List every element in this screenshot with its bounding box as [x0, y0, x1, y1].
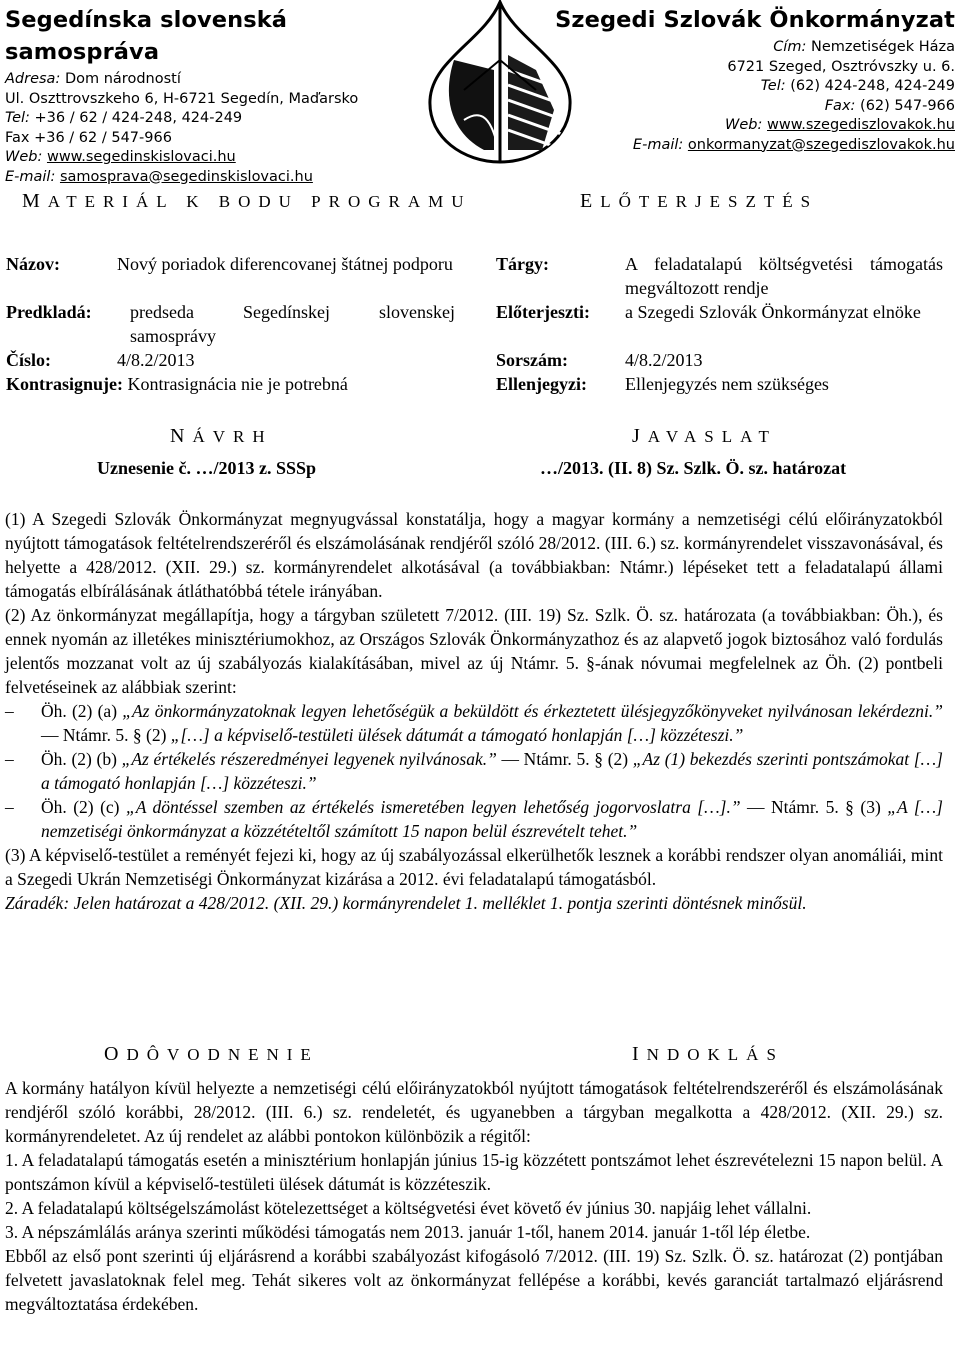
presenter-label: Előterjeszti:	[496, 302, 590, 322]
heading-material: MATERIÁL K BODU PROGRAMU	[22, 190, 472, 212]
letterhead-left	[5, 4, 425, 187]
subject-value: Nový poriadok diferencovanej štátnej podporu	[117, 254, 453, 274]
web-line: Web: www.segedinskislovaci.hu	[5, 149, 236, 165]
email-link[interactable]: samosprava@segedinskislovaci.hu	[59, 168, 313, 185]
phone-line: Tel: (62) 424-248, 424-249	[760, 78, 955, 94]
number-value: 4/8.2/2013	[117, 350, 195, 370]
fax-line: Fax: (62) 547-966	[824, 97, 955, 114]
fax-line: Fax +36 / 62 / 547-966	[5, 129, 172, 146]
clause: Záradék: Jelen határozat a 428/2012. (XII. 29.) kormányrendelet 1. melléklet 1. pontja szerinti döntésnek minősül.	[5, 893, 807, 913]
paragraph-1: (1) A Szegedi Szlovák Önkormányzat megnyugvással konstatálja, hogy a magyar kormány a nemzetiségi célú előirányzatokból nyújtott támogatások feltételrendszeréről és elszámolásának rendjéről szóló 28/2012. (III. 6.) sz. kormányrendelet visszavonásával, és helyette a 428/2012. (XII. 29.) sz. kormányrendelet alkotásával (a továbbiakban: Ntámr.) lépéseket tett a feladatalapú állami támogatás elbírálásának átláthatóbbá tétele irányában.	[5, 509, 943, 601]
web-line: Web: www.szegediszlovakok.hu	[725, 117, 955, 133]
email-line: E-mail: samosprava@segedinskislovaci.hu	[5, 168, 313, 185]
address-line: Cím: Nemzetiségek Háza	[773, 39, 955, 55]
bullet-item-3: – Öh. (2) (c) „A döntéssel szemben az értékelés ismeretében legyen lehetőség jogorvoslatra […].” — Ntámr. 5. § (3) „A […] nemzetiségi önkormányzat a közzétételtől számított 15 napon belül észrevételt tehet.”	[5, 797, 943, 841]
heading-navrh: NÁVRH	[170, 425, 273, 447]
bullet-item-2: – Öh. (2) (b) „Az értékelés részeredményei legyenek nyilvánosak.” — Ntámr. 5. § (2) „Az (1) bekezdés szerinti pontszámokat […] a támogató honlapján […] közzéteszi.”	[5, 749, 943, 793]
subject-label: Tárgy:	[496, 254, 549, 274]
reasoning-point-3: 3. A népszámlálás aránya szerinti működési támogatás nem 2013. január 1-től, hanem 2014. január 1-től lép életbe.	[5, 1222, 811, 1242]
subject-label: Názov:	[6, 254, 60, 274]
presenter-value: a Szegedi Szlovák Önkormányzat elnöke	[625, 302, 921, 322]
contra-value: Ellenjegyzés nem szükséges	[625, 374, 829, 394]
number-value: 4/8.2/2013	[625, 350, 703, 370]
paragraph-3: (3) A képviselő-testület a reményét fejezi ki, hogy az új szabályozással elkerülhetők lesznek a korábbi rendszer olyan anomáliái, mint a Szegedi Ukrán Nemzetiségi Önkormányzat kizárása a 2012. évi feladatalapú támogatásból.	[5, 845, 943, 889]
letterhead-right	[535, 4, 955, 155]
resolution-body	[5, 507, 943, 915]
address-line-2: 6721 Szeged, Osztróvszky u. 6.	[727, 58, 955, 75]
reasoning-paragraph-final: Ebből az első pont szerinti új eljárásrend a korábbi szabályozást kifogásoló 7/2012. (III. 19) Sz. Szlk. Ö. sz. határozat (2) pontjában felvetett javaslatoknak felel meg. Tehát sikeres volt az önkormányzat fellépése a korábbi, kevés garanciát tartalmazó eljárásrend megváltoztatása érdekében.	[5, 1246, 943, 1314]
presenter-label: Predkladá:	[6, 302, 92, 322]
org-title-slovak: Segedínska slovenská samospráva	[5, 7, 288, 65]
info-right	[496, 252, 948, 402]
resolution-number-slovak: Uznesenie č. …/2013 z. SSSp	[97, 458, 317, 478]
phone-line: Tel: +36 / 62 / 424-248, 424-249	[5, 110, 243, 126]
reasoning-point-1: 1. A feladatalapú támogatás esetén a minisztérium honlapján június 15-ig közzétett pontszámot lehet észrevételezni 15 napon belül. A pontszámon kívül a képviselő-testületi ülések dátumát is közzéteszik.	[5, 1150, 943, 1194]
web-link[interactable]: www.segedinskislovaci.hu	[46, 149, 236, 165]
paragraph-2: (2) Az önkormányzat megállapítja, hogy a tárgyban született 7/2012. (III. 19) Sz. Szlk. Ö. sz. határozata (a továbbiakban: Öh.), és ennek nyomán az illetékes minisztériumokhoz, az Országos Szlovák Önkormányzathoz és az alapvető jogok biztosához való fordulás jelentős mozzanat volt az új szabályozás kialakításában, mivel az új Ntámr. 5. §-ának nóvumai megfelelnek az Öh. (2) pontbeli felvetéseinek az alábbiak szerint:	[5, 605, 943, 697]
heading-odovodnenie: ODÔVODNENIE	[104, 1043, 319, 1065]
email-line: E-mail: onkormanyzat@szegediszlovakok.hu	[632, 136, 955, 153]
reasoning-point-2: 2. A feladatalapú költségelszámolást kötelezettséget a költségvetési évet követő év június 30. napjáig lehet vállalni.	[5, 1198, 812, 1218]
org-title-hungarian: Szegedi Szlovák Önkormányzat	[555, 7, 955, 33]
email-link[interactable]: onkormanyzat@szegediszlovakok.hu	[687, 136, 955, 153]
reasoning-paragraph-1: A kormány hatályon kívül helyezte a nemzetiségi célú előirányzatokból nyújtott támogatások feltételrendszeréről és elszámolásának rendjéről szóló korábbi, 28/2012. (III. 6.) sz. rendeletét, és ugyanebben a tárgyban megalkotta a 428/2012. (XII. 29.) sz. kormányrendeletet. Az új rendelet az alábbi pontokon különbözik a régitől:	[5, 1078, 943, 1146]
bullet-item-1: – Öh. (2) (a) „Az önkormányzatoknak legyen lehetőségük a beküldött és érkeztetett ülésjegyzőkönyveket nyilvánosan lekérdezni.” — Ntámr. 5. § (2) „[…] a képviselő-testületi ülések dátumát a támogató honlapján […] közzéteszi.”	[5, 701, 944, 745]
contra-value: Kontrasignácia nie je potrebná	[127, 374, 348, 394]
number-label: Sorszám:	[496, 350, 568, 370]
contra-label: Kontrasignuje:	[6, 374, 123, 394]
web-link[interactable]: www.szegediszlovakok.hu	[767, 117, 955, 133]
heading-javaslat: JAVASLAT	[632, 425, 777, 447]
presenter-value: predseda Segedínskej slovenskej samosprávy	[130, 302, 455, 346]
info-left	[6, 252, 456, 402]
subject-value: A feladatalapú költségvetési támogatás megváltozott rendje	[625, 254, 943, 298]
heading-eloterjesztes: ELŐTERJESZTÉS	[580, 190, 819, 212]
resolution-number-hungarian: …/2013. (II. 8) Sz. Szlk. Ö. sz. határozat	[540, 458, 847, 478]
reasoning-body	[5, 1076, 943, 1316]
address-line-2: Ul. Oszttrovszkeho 6, H-6721 Segedín, Maďarsko	[5, 90, 359, 107]
heading-indoklas: INDOKLÁS	[632, 1043, 784, 1065]
contra-label: Ellenjegyzi:	[496, 374, 587, 394]
number-label: Číslo:	[6, 350, 51, 370]
address-line: Adresa: Dom národností	[5, 71, 181, 87]
